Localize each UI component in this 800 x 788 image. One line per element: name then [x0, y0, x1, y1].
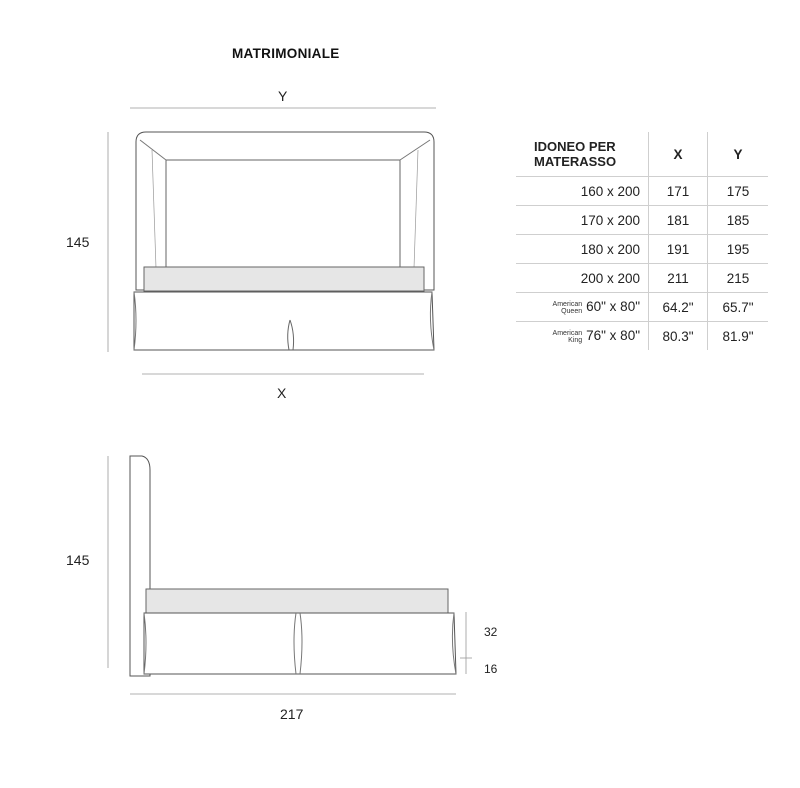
- y-cell: 175: [708, 177, 769, 206]
- size-cell: 170 x 200: [516, 206, 649, 235]
- front-headboard: [136, 132, 434, 290]
- front-width-bottom-label: X: [277, 385, 287, 401]
- table-row: [516, 235, 768, 264]
- side-length-label: 217: [280, 706, 304, 722]
- front-mattress: [144, 267, 424, 291]
- side-height-label: 145: [66, 552, 90, 568]
- mattress-size-table: [516, 132, 768, 350]
- y-cell: 65.7": [708, 293, 769, 322]
- size-cell: American King 76" x 80": [516, 322, 649, 351]
- mattress-header: IDONEO PER MATERASSO: [534, 139, 617, 169]
- y-cell: 215: [708, 264, 769, 293]
- table-row: [516, 206, 768, 235]
- y-cell: 185: [708, 206, 769, 235]
- x-column-header: X: [649, 132, 708, 177]
- size-cell: 160 x 200: [516, 177, 649, 206]
- x-cell: 191: [649, 235, 708, 264]
- size-cell: American Queen 60" x 80": [516, 293, 649, 322]
- table-row: [516, 264, 768, 293]
- x-cell: 64.2": [649, 293, 708, 322]
- table-row: [516, 293, 768, 322]
- side-base-height-label: 32: [484, 625, 498, 639]
- y-cell: 195: [708, 235, 769, 264]
- front-height-label: 145: [66, 234, 90, 250]
- front-bed-base: [134, 292, 434, 350]
- drawing-title: MATRIMONIALE: [232, 46, 340, 61]
- x-cell: 171: [649, 177, 708, 206]
- y-column-header: Y: [708, 132, 769, 177]
- table-header-row: [516, 132, 768, 177]
- x-cell: 211: [649, 264, 708, 293]
- size-cell: 200 x 200: [516, 264, 649, 293]
- table-row: [516, 177, 768, 206]
- x-cell: 80.3": [649, 322, 708, 351]
- region-note: American Queen: [552, 300, 583, 315]
- y-cell: 81.9": [708, 322, 769, 351]
- side-bed-base: [144, 613, 456, 674]
- side-mattress: [146, 589, 448, 613]
- region-note: American King: [552, 329, 583, 344]
- table-row: [516, 322, 768, 351]
- x-cell: 181: [649, 206, 708, 235]
- size-cell: 180 x 200: [516, 235, 649, 264]
- front-width-top-label: Y: [278, 88, 288, 104]
- side-feet-height-label: 16: [484, 662, 498, 676]
